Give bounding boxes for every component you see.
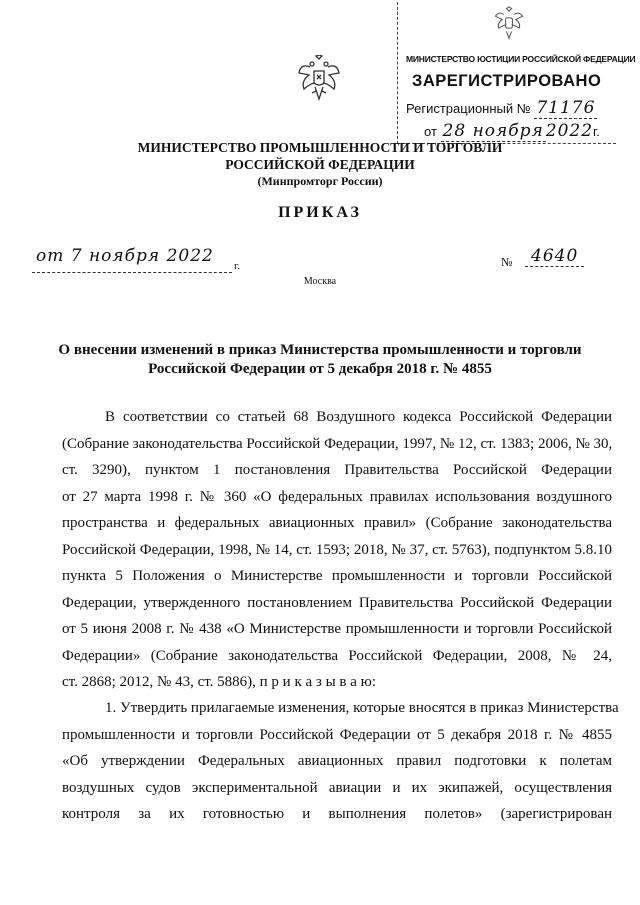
- paragraph-line: от 27 марта 1998 г. № 360 «О федеральных правилах использования воздушного: [62, 488, 612, 505]
- city-label: Москва: [303, 276, 337, 287]
- body-paragraph-1: [62, 404, 612, 696]
- paragraph-line: (Собрание законодательства Российской Федерации, 1997, № 12, ст. 1383; 2006, № 30,: [62, 435, 613, 452]
- subject-line1: О внесении изменений в приказ Министерства промышленности и торговли: [58, 342, 582, 358]
- paragraph-line: пространства и федеральных авиационных правил» (Собрание законодательства: [62, 515, 612, 531]
- stamp-year-suffix: г.: [593, 124, 600, 139]
- coat-of-arms-icon: [297, 55, 341, 101]
- subject-line2: Российской Федерации от 5 декабря 2018 г. № 4855: [148, 361, 492, 377]
- number-sign: №: [501, 255, 513, 269]
- stamp-year: 2022: [545, 121, 594, 141]
- stamp-date-line: [424, 121, 600, 141]
- ministry-short-name: (Минпромторг России): [257, 174, 383, 188]
- stamp-date-handwritten: 28 ноября: [442, 121, 544, 141]
- ministry-name-line1: МИНИСТЕРСТВО ПРОМЫШЛЕННОСТИ И ТОРГОВЛИ: [137, 140, 503, 155]
- stamp-reg-label: Регистрационный №: [406, 101, 531, 116]
- decree-date-handwritten: от 7 ноября 2022: [36, 246, 214, 266]
- decree-date: [32, 246, 240, 273]
- stamp-registration-line: [406, 98, 597, 118]
- paragraph-line: Федерации» (Собрание законодательства Российской Федерации, 2008, № 24,: [62, 647, 612, 664]
- paragraph-line: ст. 3290), пунктом 1 постановления Правительства Российской Федерации: [62, 462, 612, 478]
- decree-number: [501, 246, 581, 272]
- paragraph-line: контроля за их готовностью и выполнения полетов» (зарегистрирован: [62, 806, 612, 822]
- paragraph-line: В соответствии со статьей 68 Воздушного кодекса Российской Федерации: [105, 409, 612, 425]
- decree-number-handwritten: 4640: [525, 246, 584, 267]
- paragraph-line: Федерации, утвержденного постановлением Правительства Российской Федерации: [62, 594, 612, 611]
- paragraph-line: воздушных судов экспериментальной авиации и их экипажей, осуществления: [62, 779, 612, 796]
- decree-subject: [0, 341, 640, 379]
- paragraph-line: пункта 5 Положения о Министерстве промышленности и торговли Российской: [62, 568, 612, 584]
- decree-date-suffix: г.: [233, 260, 240, 272]
- registration-stamp: [397, 2, 636, 144]
- stamp-reg-number: 71176: [536, 98, 596, 118]
- stamp-ministry-name: МИНИСТЕРСТВО ЮСТИЦИИ РОССИЙСКОЙ ФЕДЕРАЦИИ: [406, 54, 636, 64]
- paragraph-line: ст. 2868; 2012, № 43, ст. 5886), п р и к а з ы в а ю:: [62, 674, 377, 690]
- paragraph-line: 1. Утвердить прилагаемые изменения, которые вносятся в приказ Министерства: [105, 700, 619, 716]
- double-headed-eagle-icon: [492, 6, 526, 40]
- stamp-registered-label: ЗАРЕГИСТРИРОВАНО: [412, 72, 602, 90]
- body-paragraph-2: [62, 695, 619, 828]
- ministry-name-line2: РОССИЙСКОЙ ФЕДЕРАЦИИ: [225, 157, 415, 172]
- paragraph-line: Российской Федерации, 1998, № 14, ст. 1593; 2018, № 37, ст. 5763), подпунктом 5.8.10: [62, 541, 612, 558]
- paragraph-line: «Об утверждении Федеральных авиационных правил подготовки к полетам: [62, 753, 612, 769]
- paragraph-line: промышленности и торговли Российской Федерации от 5 декабря 2018 г. № 4855: [62, 726, 612, 743]
- paragraph-line: от 5 июня 2008 г. № 438 «О Министерстве промышленности и торговли Российской: [62, 621, 612, 637]
- decree-title: ПРИКАЗ: [278, 204, 362, 221]
- stamp-date-prefix: от: [424, 124, 437, 139]
